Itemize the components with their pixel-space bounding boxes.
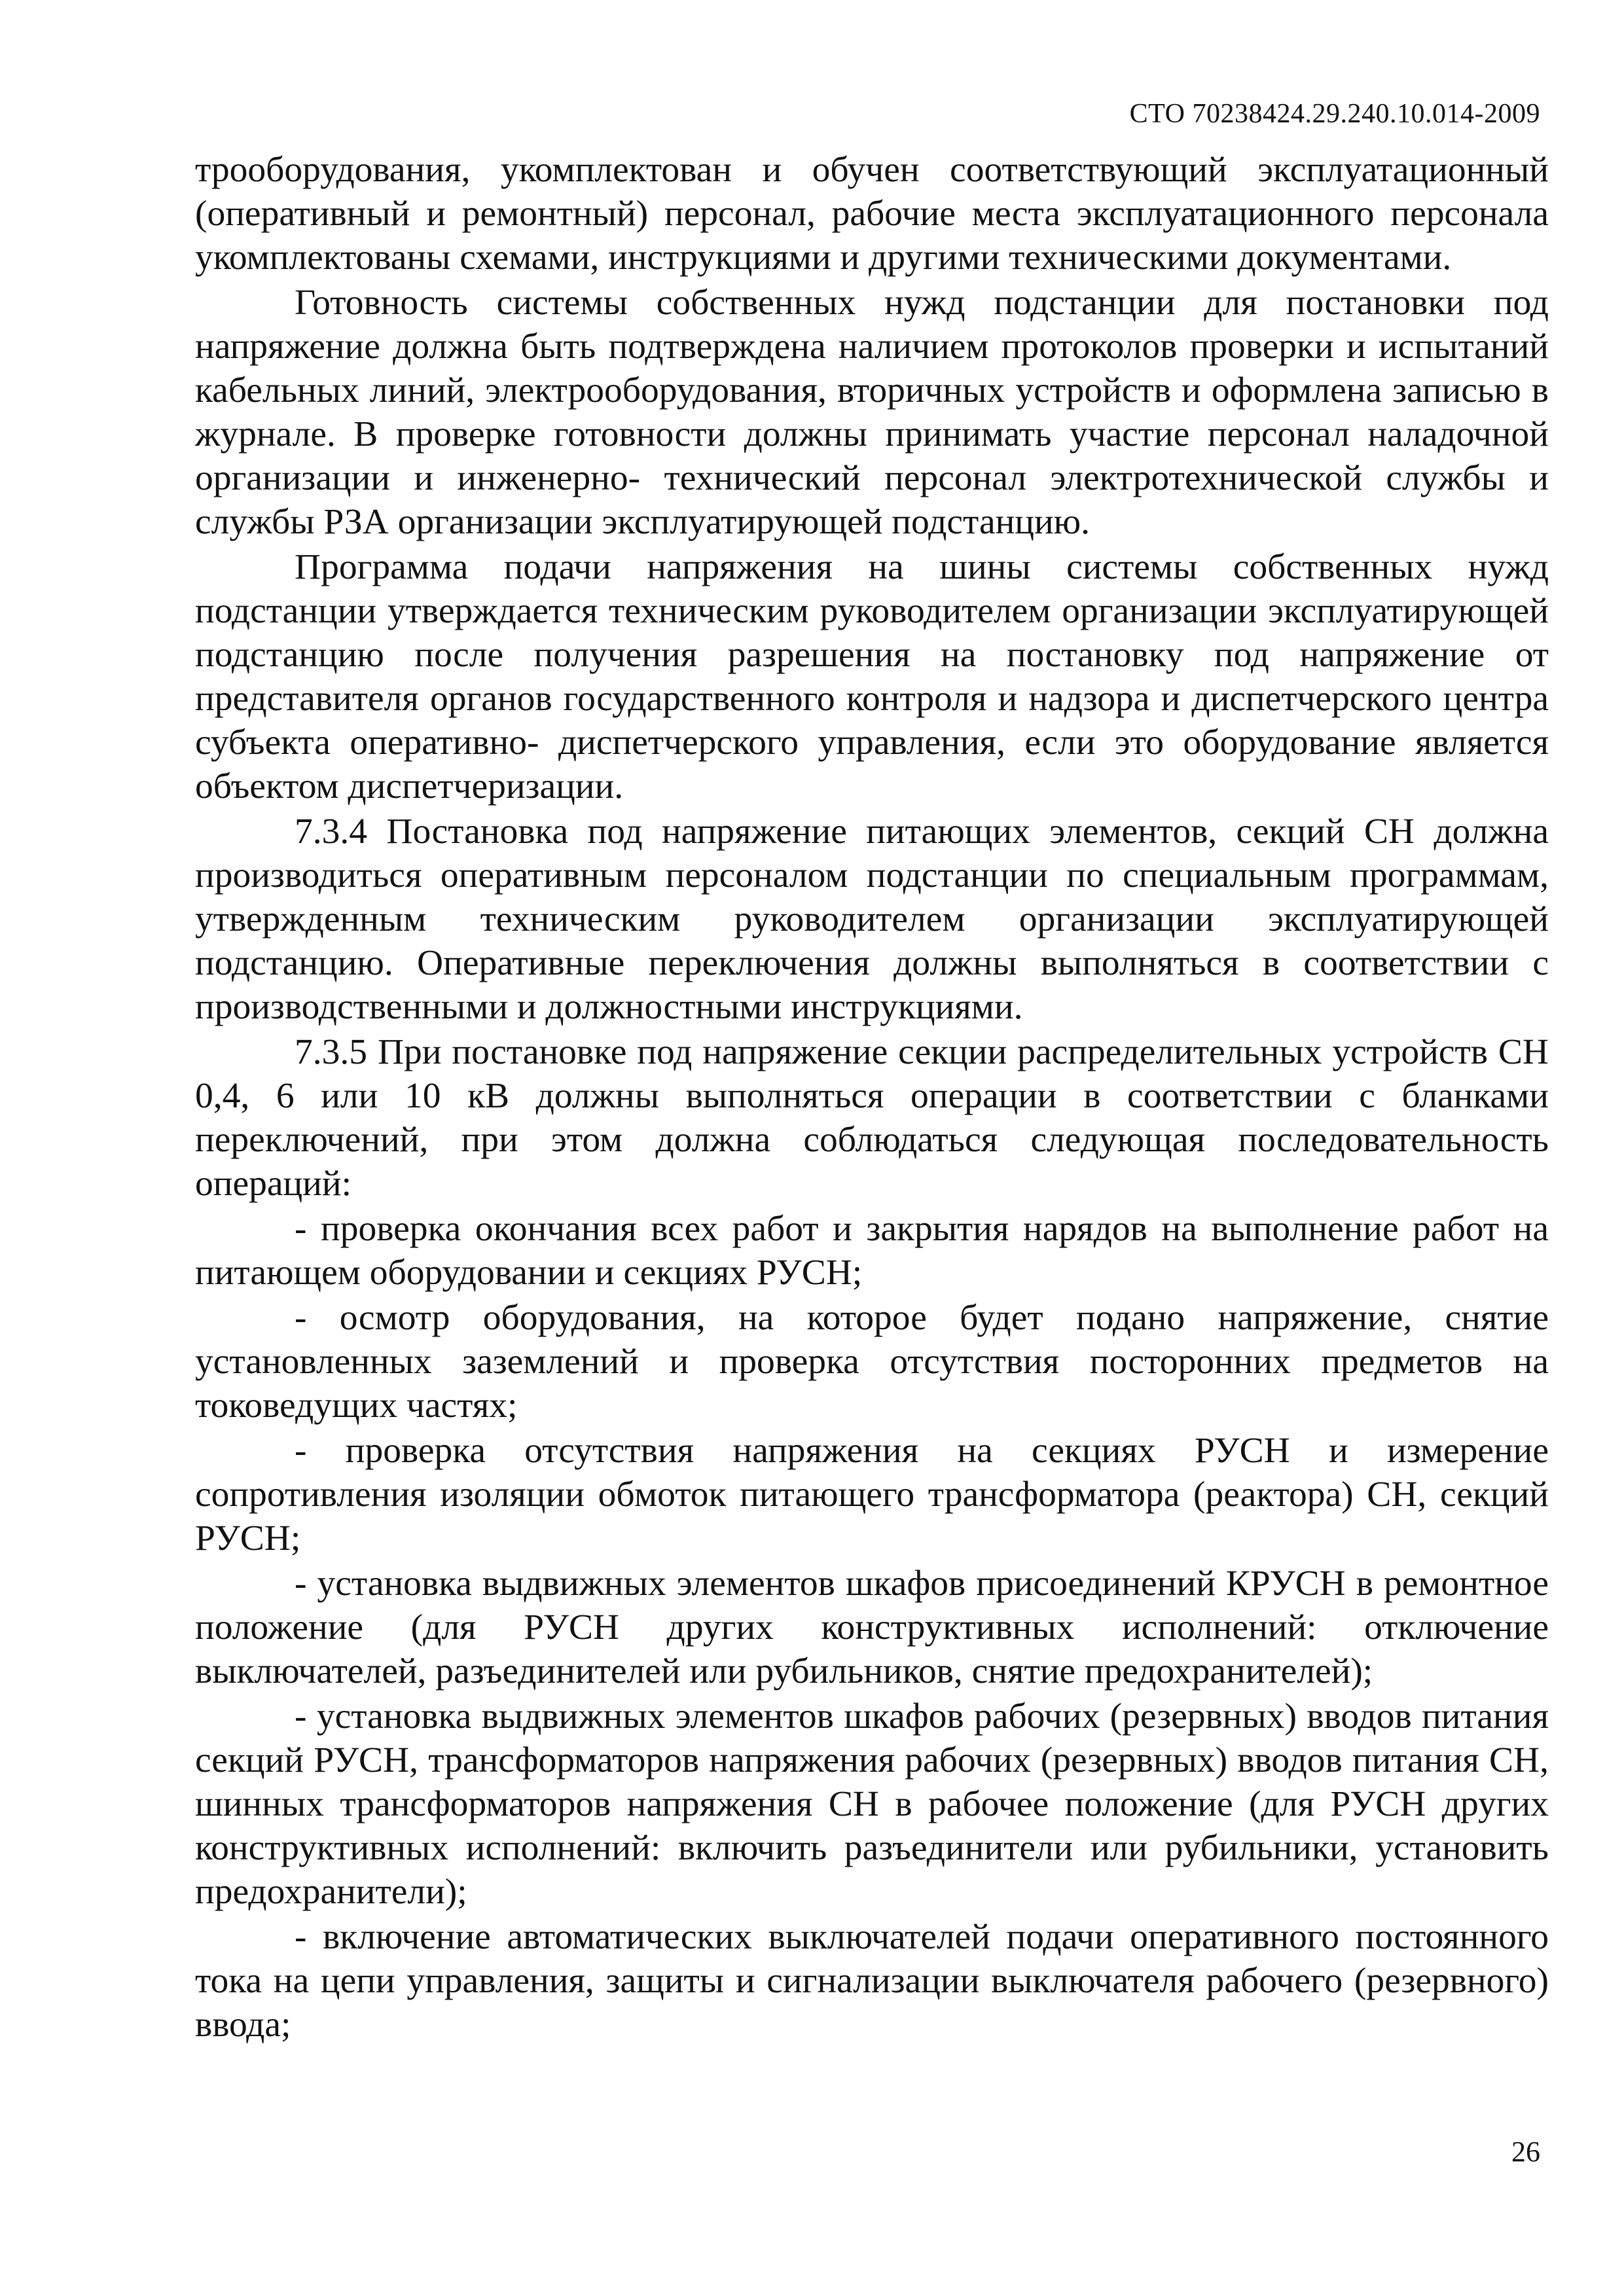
paragraph-7-3-5: 7.3.5 При постановке под напряжение секции распределительных устройств СН 0,4, 6 или 10 кВ должны выполняться операции в соответствии с бланками переключений, при этом должна соблюдаться следующая последовательность операций: — [195, 1032, 1549, 1204]
document-code-header: СТО 70238424.29.240.10.014-2009 — [1129, 99, 1540, 129]
list-item: - проверка окончания всех работ и закрытия нарядов на выполнение работ на питающем оборудовании и секциях РУСН; — [195, 1209, 1549, 1293]
paragraph-program: Программа подачи напряжения на шины системы собственных нужд подстанции утверждается техническим руководителем организации эксплуатирующей подстанцию после получения разрешения на постановку под напряжение от представителя органов государственного контроля и надзора и диспетчерского центра субъекта оперативно- диспетчерского управления, если это оборудование является объектом диспетчеризации. — [195, 547, 1549, 806]
list-item: - проверка отсутствия напряжения на секциях РУСН и измерение сопротивления изоляции обмоток питающего трансформатора (реактора) СН, секций РУСН; — [195, 1431, 1549, 1558]
page-number: 26 — [1511, 2136, 1540, 2168]
list-item: - осмотр оборудования, на которое будет подано напряжение, снятие установленных заземлений и проверка отсутствия посторонних предметов на токоведущих частях; — [195, 1298, 1549, 1426]
paragraph-7-3-4: 7.3.4 Постановка под напряжение питающих элементов, секций СН должна производиться оперативным персоналом подстанции по специальным программам, утвержденным техническим руководителем организации эксплуатирующей подстанцию. Оперативные переключения должны выполняться в соответствии с производственными и должностными инструкциями. — [195, 812, 1549, 1027]
list-item: - установка выдвижных элементов шкафов рабочих (резервных) вводов питания секций РУСН, трансформаторов напряжения рабочих (резервных) вводов питания СН, шинных трансформаторов напряжения СН в рабочее положение (для РУСН других конструктивных исполнений: включить разъединители или рубильники, установить предохранители); — [195, 1696, 1549, 1912]
body-text — [195, 148, 1549, 2048]
list-item: - установка выдвижных элементов шкафов присоединений КРУСН в ремонтное положение (для РУСН других конструктивных исполнений: отключение выключателей, разъединителей или рубильников, снятие предохранителей); — [195, 1564, 1549, 1691]
paragraph-continuation: трооборудования, укомплектован и обучен соответствующий эксплуатационный (оперативный и ремонтный) персонал, рабочие места эксплуатационного персонала укомплектованы схемами, инструкциями и другими техническими документами. — [195, 150, 1549, 278]
paragraph-readiness: Готовность системы собственных нужд подстанции для постановки под напряжение должна быть подтверждена наличием протоколов проверки и испытаний кабельных линий, электрооборудования, вторичных устройств и оформлена записью в журнале. В проверке готовности должны принимать участие персонал наладочной организации и инженерно- технический персонал электротехнической службы и службы РЗА организации эксплуатирующей подстанцию. — [195, 283, 1549, 542]
list-item: - включение автоматических выключателей подачи оперативного постоянного тока на цепи управления, защиты и сигнализации выключателя рабочего (резервного) ввода; — [195, 1917, 1549, 2045]
